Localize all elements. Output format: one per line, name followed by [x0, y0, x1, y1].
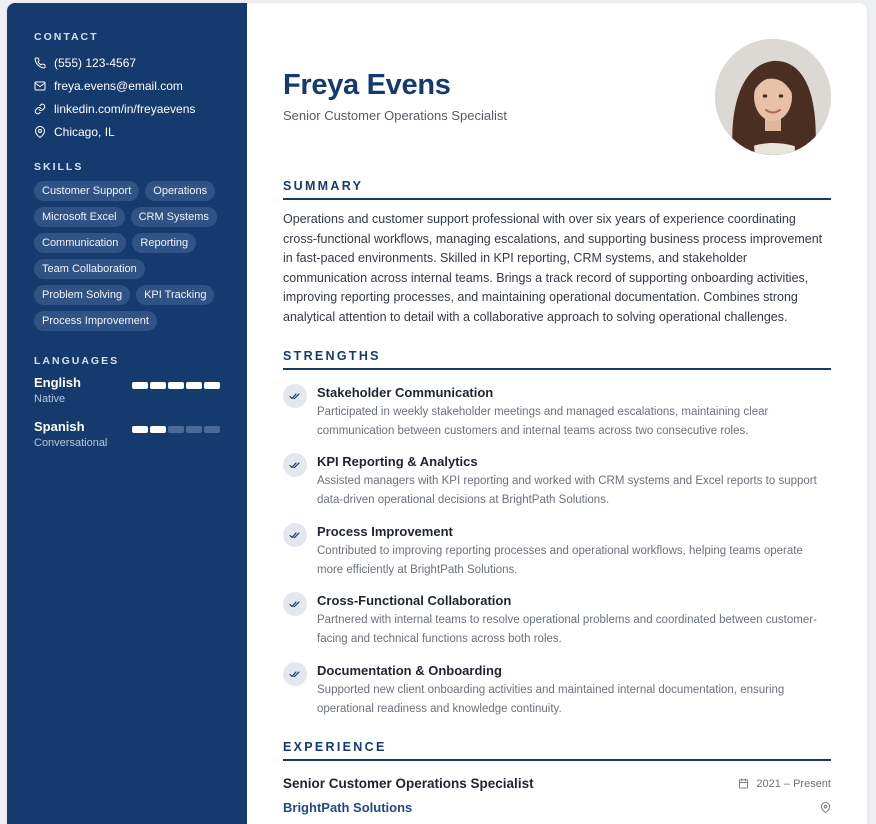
profile-photo [715, 39, 831, 155]
summary-text: Operations and customer support professional with over six years of experience coordinating cross-functional workflows, managing escalations, and supporting business process improvement in fast-paced environments. Skilled in KPI reporting, CRM systems, and stakeholder communication across internal teams. Brings a track record of supporting onboarding activities, improving reporting processes, and maintaining operational documentation. Combines strong analytical attention to detail with a collaborative approach to solving operational challenges. [283, 212, 823, 324]
map-pin-icon [34, 126, 46, 138]
strength-title: Stakeholder Communication [317, 385, 494, 400]
skills-heading: SKILLS [34, 161, 84, 173]
language-proficiency-bar [130, 382, 220, 389]
strength-title: KPI Reporting & Analytics [317, 454, 478, 469]
email-text[interactable]: freya.evens@email.com [54, 78, 183, 93]
job-dates [738, 778, 831, 790]
strength-item [283, 593, 831, 648]
skill-chip: Microsoft Excel [34, 207, 125, 227]
strength-badge [283, 453, 307, 477]
strength-item [283, 524, 831, 579]
job-company-row [283, 800, 831, 815]
strength-badge [283, 662, 307, 686]
language-item [34, 375, 220, 405]
strength-title: Cross-Functional Collaboration [317, 593, 512, 608]
contact-email[interactable] [34, 74, 220, 97]
summary-heading: SUMMARY [283, 179, 831, 200]
skill-chip: Problem Solving [34, 285, 130, 305]
skill-chip: Operations [145, 181, 215, 201]
double-check-icon [289, 459, 301, 471]
proficiency-segment-filled [168, 382, 184, 389]
contact-phone [34, 51, 220, 74]
strength-item [283, 454, 831, 509]
experience-heading: EXPERIENCE [283, 740, 831, 761]
job-dates-text: 2021 – Present [756, 777, 831, 790]
sidebar [7, 3, 247, 824]
strength-item [283, 385, 831, 440]
contact-location [34, 120, 220, 143]
strength-description: Participated in weekly stakeholder meetings and managed escalations, maintaining clear communication between customers and internal teams across two consecutive roles. [317, 406, 769, 437]
double-check-icon [289, 529, 301, 541]
resume-page [7, 3, 867, 824]
proficiency-segment-filled [132, 382, 148, 389]
languages-heading: LANGUAGES [34, 355, 120, 367]
proficiency-segment-empty [204, 426, 220, 433]
phone-icon [34, 57, 46, 69]
double-check-icon [289, 668, 301, 680]
strength-item [283, 663, 831, 718]
strength-description: Assisted managers with KPI reporting and worked with CRM systems and Excel reports to support data-driven operational decisions at BrightPath Solutions. [317, 475, 817, 506]
skill-chip: CRM Systems [131, 207, 217, 227]
skills-list [34, 181, 224, 337]
contact-linkedin[interactable] [34, 97, 220, 120]
double-check-icon [289, 390, 301, 402]
strength-description: Supported new client onboarding activities and maintained internal documentation, ensuring operational readiness and knowledge continuity. [317, 684, 785, 715]
skill-chip: Reporting [132, 233, 196, 253]
skill-chip: KPI Tracking [136, 285, 214, 305]
proficiency-segment-filled [150, 426, 166, 433]
strength-badge [283, 384, 307, 408]
linkedin-text[interactable]: linkedin.com/in/freyaevens [54, 101, 196, 116]
contact-list [34, 51, 220, 143]
language-level: Conversational [34, 437, 108, 449]
link-icon [34, 103, 46, 115]
strength-title: Process Improvement [317, 524, 453, 539]
language-level: Native [34, 393, 66, 405]
proficiency-segment-filled [150, 382, 166, 389]
language-item [34, 419, 220, 449]
phone-text: (555) 123-4567 [54, 55, 137, 70]
proficiency-segment-filled [186, 382, 202, 389]
language-name: Spanish [34, 419, 85, 434]
job-title: Senior Customer Operations Specialist [283, 776, 534, 791]
map-pin-icon [820, 802, 831, 813]
language-proficiency-bar [130, 426, 220, 433]
location-text: Chicago, IL [54, 124, 115, 139]
strengths-heading: STRENGTHS [283, 349, 831, 370]
skill-chip: Customer Support [34, 181, 139, 201]
language-name: English [34, 375, 81, 390]
strength-title: Documentation & Onboarding [317, 663, 502, 678]
contact-heading: CONTACT [34, 31, 99, 43]
skill-chip: Team Collaboration [34, 259, 145, 279]
proficiency-segment-empty [168, 426, 184, 433]
proficiency-segment-filled [132, 426, 148, 433]
proficiency-segment-filled [204, 382, 220, 389]
candidate-name: Freya Evens [283, 69, 451, 101]
double-check-icon [289, 598, 301, 610]
strength-badge [283, 523, 307, 547]
strength-badge [283, 592, 307, 616]
job-company: BrightPath Solutions [283, 800, 413, 815]
calendar-icon [738, 778, 749, 789]
skill-chip: Process Improvement [34, 311, 157, 331]
profile-photo-image [715, 39, 831, 155]
proficiency-segment-empty [186, 426, 202, 433]
mail-icon [34, 80, 46, 92]
strength-description: Contributed to improving reporting processes and operational workflows, helping teams operate more efficiently at BrightPath Solutions. [317, 545, 803, 576]
job-header [283, 776, 831, 791]
candidate-title: Senior Customer Operations Specialist [283, 108, 507, 123]
strength-description: Partnered with internal teams to resolve operational problems and coordinated between customer-facing and technical functions across both roles. [317, 614, 817, 645]
skill-chip: Communication [34, 233, 126, 253]
